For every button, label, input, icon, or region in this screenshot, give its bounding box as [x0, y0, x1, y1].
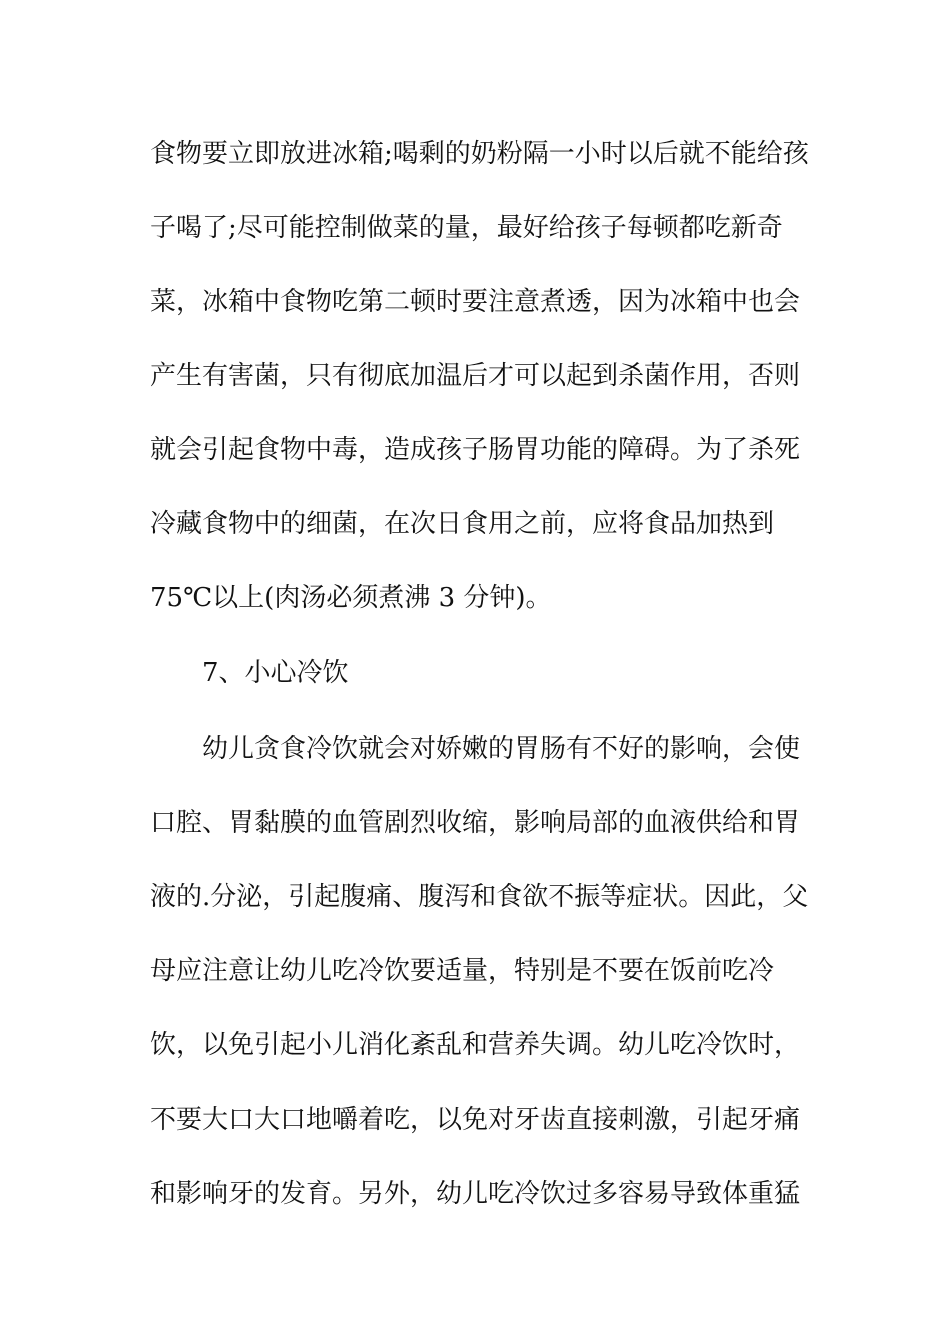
text-line: 幼儿贪食冷饮就会对娇嫩的胃肠有不好的影响，会使 [202, 734, 801, 764]
text-line: 冷藏食物中的细菌，在次日食用之前，应将食品加热到 [150, 509, 775, 539]
text-line: 和影响牙的发育。另外，幼儿吃冷饮过多容易导致体重猛 [150, 1179, 801, 1209]
text-line: 就会引起食物中毒，造成孩子肠胃功能的障碍。为了杀死 [150, 435, 801, 465]
text-line: 75℃以上(肉汤必须煮沸 3 分钟)。 [150, 583, 552, 613]
text-line: 口腔、胃黏膜的血管剧烈收缩，影响局部的血液供给和胃 [150, 808, 801, 838]
text-line: 母应注意让幼儿吃冷饮要适量，特别是不要在饭前吃冷 [150, 956, 775, 986]
text-line: 液的.分泌，引起腹痛、腹泻和食欲不振等症状。因此，父 [150, 882, 809, 912]
text-line: 不要大口大口地嚼着吃，以免对牙齿直接刺激，引起牙痛 [150, 1105, 801, 1135]
text-line: 子喝了;尽可能控制做菜的量，最好给孩子每顿都吃新奇 [150, 213, 783, 243]
text-line: 食物要立即放进冰箱;喝剩的奶粉隔一小时以后就不能给孩 [150, 139, 809, 169]
text-line: 产生有害菌，只有彻底加温后才可以起到杀菌作用，否则 [150, 361, 801, 391]
section-heading: 7、小心冷饮 [202, 658, 349, 688]
text-line: 饮，以免引起小儿消化紊乱和营养失调。幼儿吃冷饮时， [150, 1030, 801, 1060]
text-line: 菜，冰箱中食物吃第二顿时要注意煮透，因为冰箱中也会 [150, 287, 801, 317]
